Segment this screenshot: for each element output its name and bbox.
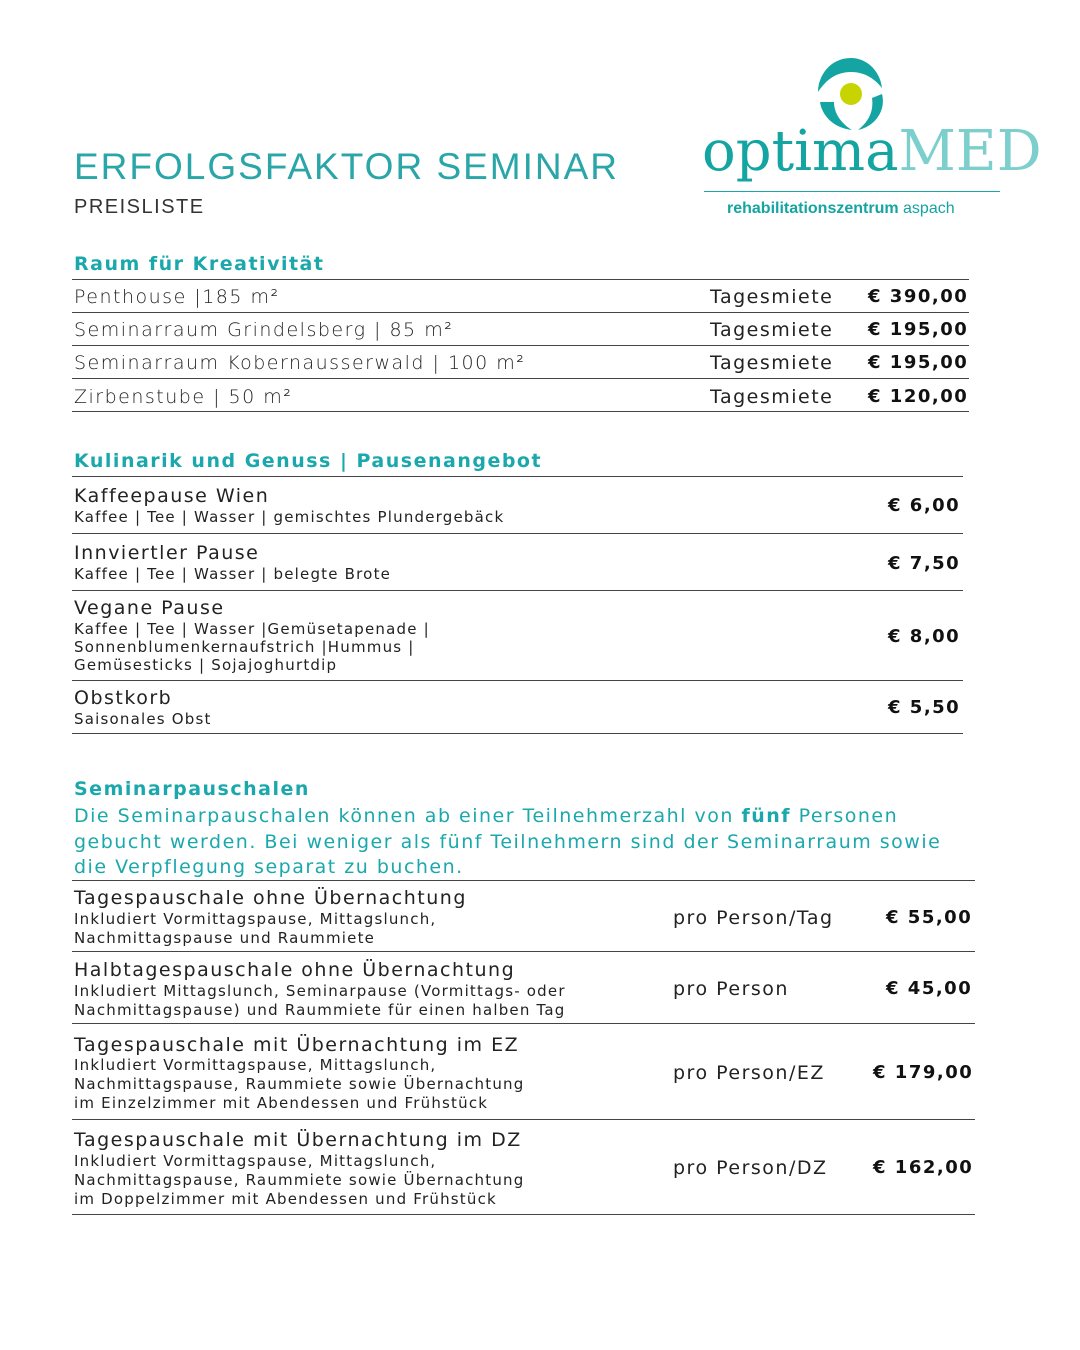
- room-price: € 390,00: [868, 286, 969, 307]
- intro-text: Die Seminarpauschalen können ab einer Teilnehmerzahl von: [74, 805, 742, 827]
- section-title-rooms: Raum für Kreativität: [74, 253, 325, 275]
- intro-line: [74, 804, 974, 830]
- logo-word-light: MED: [898, 119, 1042, 184]
- package-name: Tagespauschale mit Übernachtung im EZ: [74, 1034, 520, 1056]
- package-desc: Inkludiert Vormittagspause, Mittagslunch,: [74, 1056, 437, 1074]
- room-unit: Tagesmiete: [710, 319, 834, 341]
- room-name: Seminarraum Kobernausserwald | 100 m²: [74, 352, 526, 374]
- intro-line: gebucht werden. Bei weniger als fünf Teilnehmern sind der Seminarraum sowie: [74, 830, 942, 853]
- package-desc: Nachmittagspause und Raummiete: [74, 929, 376, 947]
- intro-text: Personen: [791, 805, 899, 827]
- package-desc: im Einzelzimmer mit Abendessen und Frühstück: [74, 1094, 489, 1112]
- room-unit: Tagesmiete: [710, 386, 834, 408]
- room-price: € 195,00: [868, 319, 969, 340]
- logo-word-main: optima: [702, 119, 899, 184]
- divider: [72, 312, 969, 313]
- divider: [72, 590, 963, 591]
- package-desc: im Doppelzimmer mit Abendessen und Frühstück: [74, 1190, 497, 1208]
- catering-desc: Saisonales Obst: [74, 710, 212, 728]
- logo-sub-light: aspach: [903, 200, 955, 217]
- package-desc: Nachmittagspause) und Raummiete für einen halben Tag: [74, 1001, 566, 1019]
- package-desc: Inkludiert Vormittagspause, Mittagslunch,: [74, 910, 437, 928]
- packages-intro: [74, 804, 974, 881]
- catering-price: € 8,00: [888, 626, 961, 647]
- divider: [72, 733, 963, 734]
- package-name: Halbtagespauschale ohne Übernachtung: [74, 959, 516, 981]
- package-desc: Nachmittagspause, Raummiete sowie Übernachtung: [74, 1075, 525, 1093]
- catering-desc: Kaffee | Tee | Wasser |Gemüsetapenade |: [74, 620, 430, 638]
- room-price: € 195,00: [868, 352, 969, 373]
- package-unit: pro Person: [673, 978, 789, 1000]
- divider: [72, 951, 975, 952]
- catering-desc: Sonnenblumenkernaufstrich |Hummus |: [74, 638, 415, 656]
- catering-name: Kaffeepause Wien: [74, 485, 270, 507]
- room-unit: Tagesmiete: [710, 286, 834, 308]
- package-unit: pro Person/Tag: [673, 907, 834, 929]
- divider: [72, 411, 969, 412]
- room-price: € 120,00: [868, 386, 969, 407]
- package-price: € 162,00: [873, 1157, 974, 1178]
- logo-divider: [704, 191, 1000, 192]
- page-subtitle: PREISLISTE: [74, 196, 205, 218]
- intro-bold: fünf: [741, 805, 792, 827]
- room-name: Seminarraum Grindelsberg | 85 m²: [74, 319, 454, 341]
- catering-desc: Kaffee | Tee | Wasser | belegte Brote: [74, 565, 392, 583]
- section-title-packages: Seminarpauschalen: [74, 778, 310, 800]
- divider: [72, 1119, 975, 1120]
- logo-sub-bold: rehabilitationszentrum: [727, 200, 899, 217]
- divider: [72, 279, 969, 280]
- divider: [72, 345, 969, 346]
- package-desc: Nachmittagspause, Raummiete sowie Übernachtung: [74, 1171, 525, 1189]
- catering-price: € 5,50: [888, 697, 961, 718]
- catering-price: € 7,50: [888, 553, 961, 574]
- section-title-catering: Kulinarik und Genuss | Pausenangebot: [74, 450, 543, 472]
- package-unit: pro Person/DZ: [673, 1157, 828, 1179]
- divider: [72, 1023, 975, 1024]
- logo-subline: [727, 200, 955, 218]
- intro-line: die Verpflegung separat zu buchen.: [74, 856, 464, 878]
- package-name: Tagespauschale mit Übernachtung im DZ: [74, 1129, 522, 1151]
- divider: [72, 880, 975, 881]
- catering-desc: Kaffee | Tee | Wasser | gemischtes Plundergebäck: [74, 508, 505, 526]
- catering-name: Vegane Pause: [74, 597, 225, 619]
- page-title: ERFOLGSFAKTOR SEMINAR: [74, 146, 620, 187]
- package-desc: Inkludiert Mittagslunch, Seminarpause (Vormittags- oder: [74, 982, 566, 1000]
- divider: [72, 378, 969, 379]
- package-desc: Inkludiert Vormittagspause, Mittagslunch,: [74, 1152, 437, 1170]
- package-price: € 55,00: [886, 907, 973, 928]
- package-price: € 179,00: [873, 1062, 974, 1083]
- divider: [72, 476, 963, 477]
- divider: [72, 533, 963, 534]
- package-name: Tagespauschale ohne Übernachtung: [74, 887, 467, 909]
- catering-desc: Gemüsesticks | Sojajoghurtdip: [74, 656, 338, 674]
- package-unit: pro Person/EZ: [673, 1062, 825, 1084]
- divider: [72, 680, 963, 681]
- divider: [72, 1214, 975, 1215]
- catering-name: Innviertler Pause: [74, 542, 260, 564]
- catering-price: € 6,00: [888, 495, 961, 516]
- room-name: Zirbenstube | 50 m²: [74, 386, 293, 408]
- room-unit: Tagesmiete: [710, 352, 834, 374]
- package-price: € 45,00: [886, 978, 973, 999]
- brand-logo-wordmark: [702, 119, 1042, 184]
- room-name: Penthouse |185 m²: [74, 286, 280, 308]
- catering-name: Obstkorb: [74, 687, 173, 709]
